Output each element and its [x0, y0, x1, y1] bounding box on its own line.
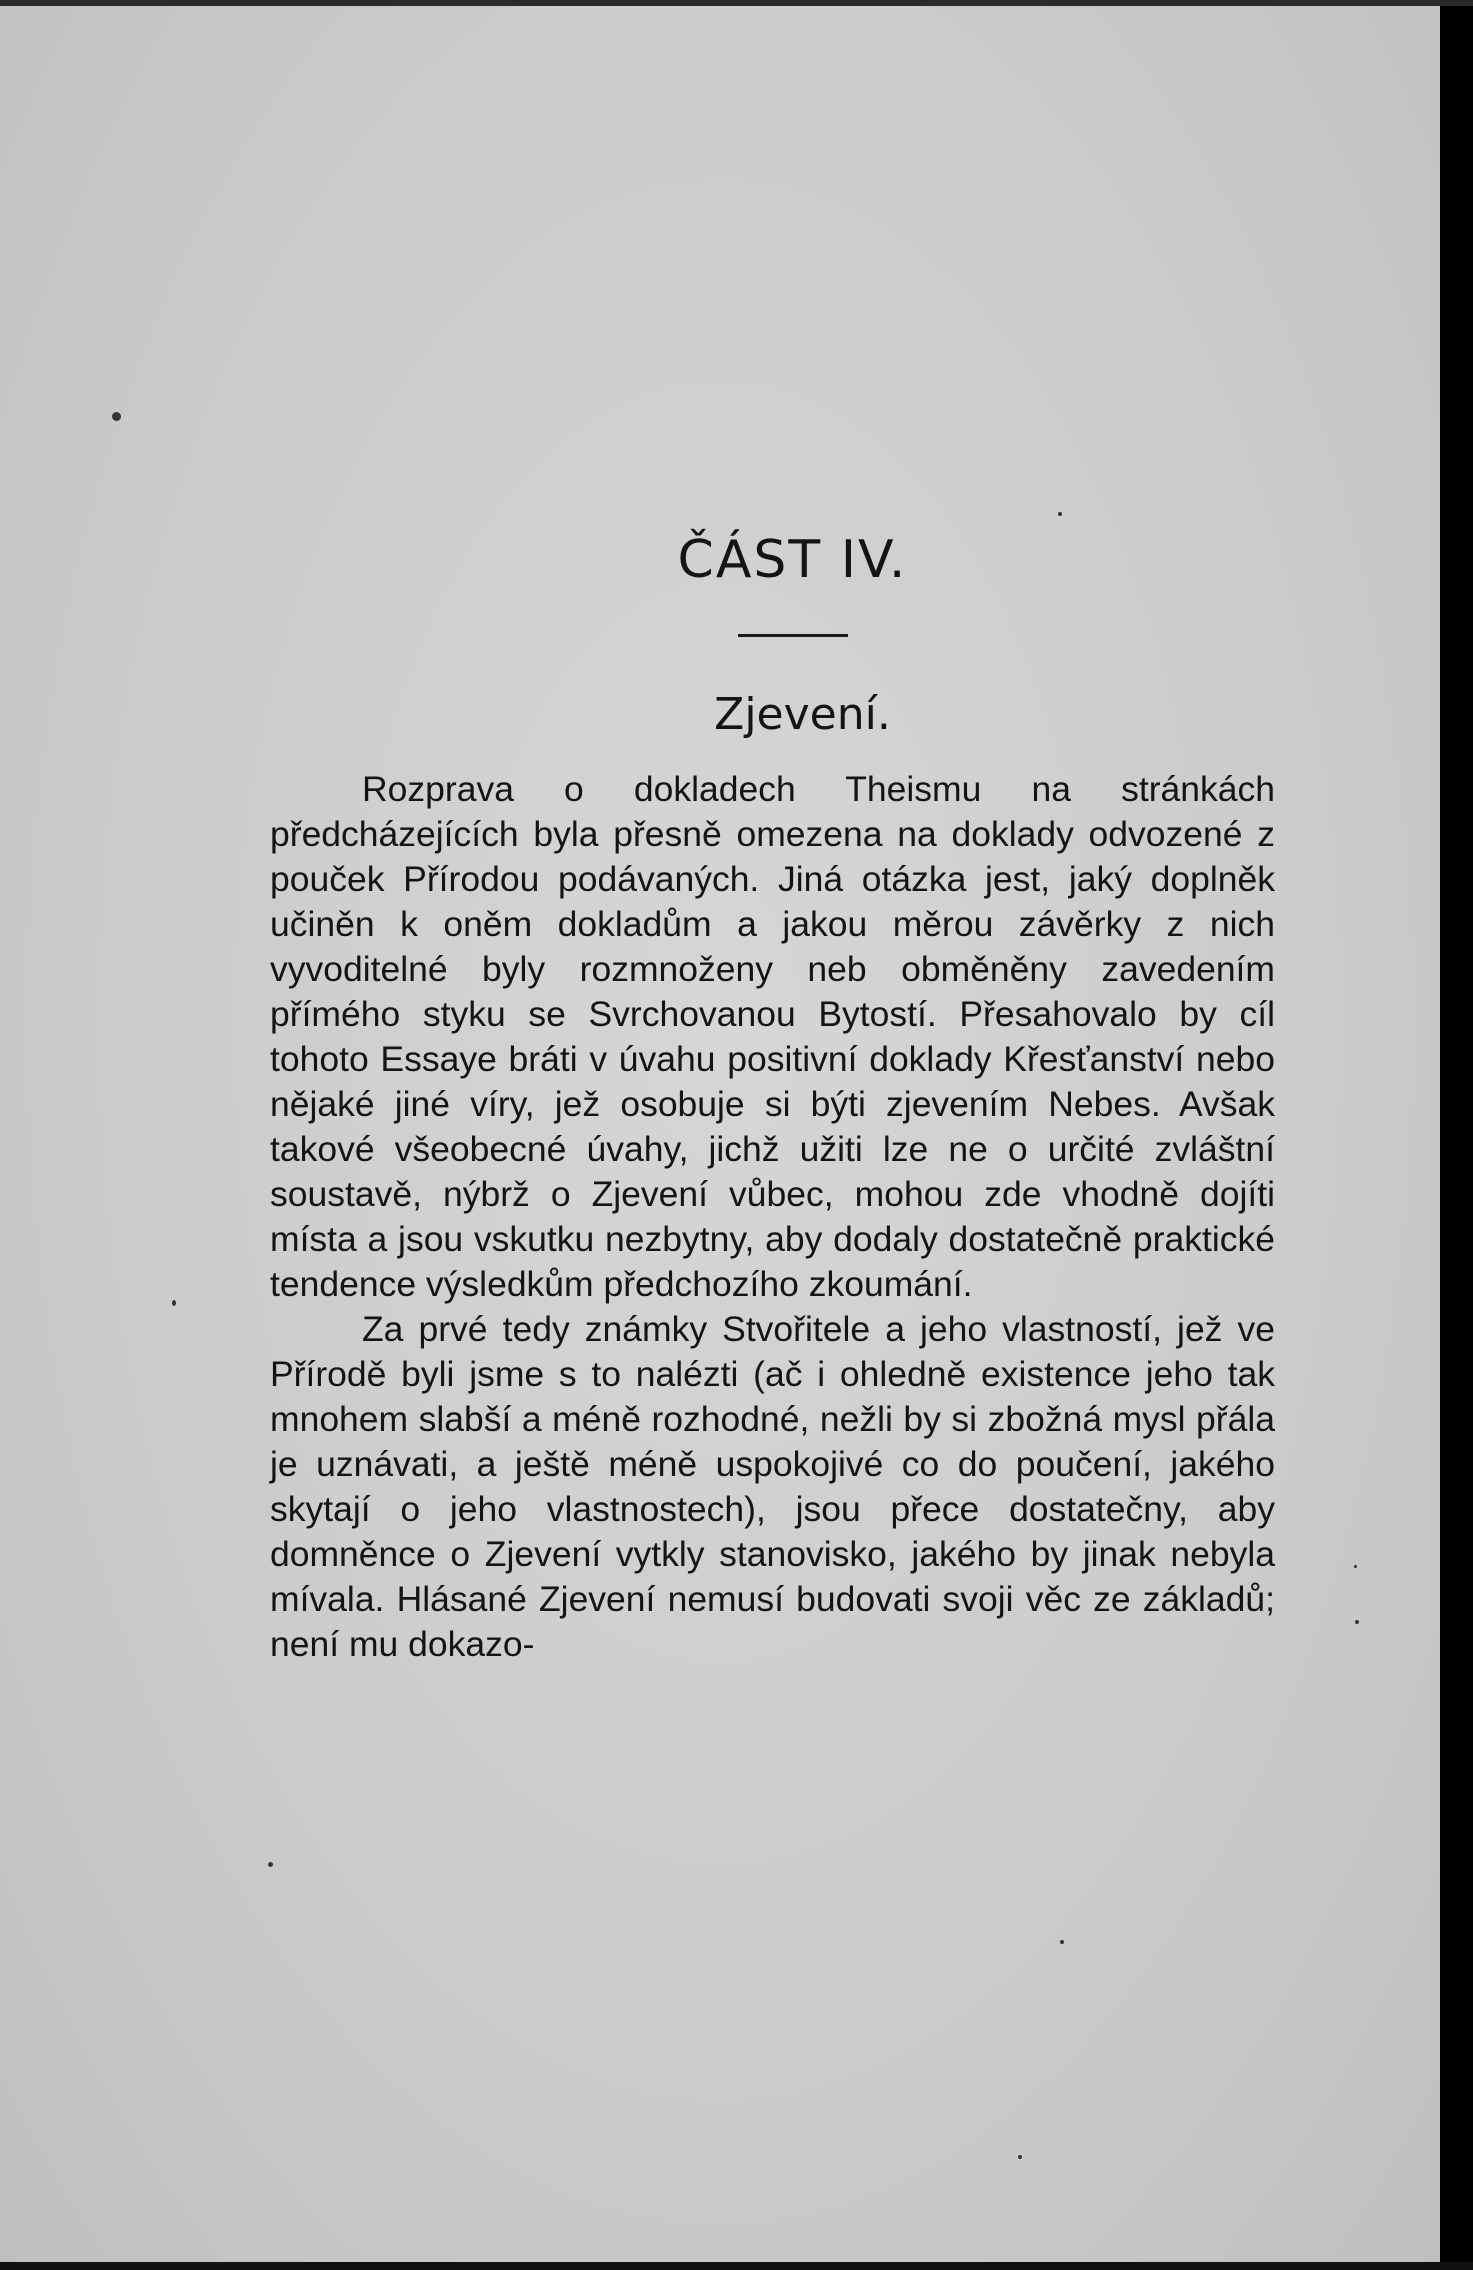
page-edge-top	[0, 0, 1473, 6]
paragraph-1: Rozprava o dokladech Theismu na stránkách předcházejících byla přesně omezena na doklady odvozené z pouček Přírodou podávaných. Jiná otázka jest, jaký doplněk učiněn k oněm dokladům a jakou měrou závěrky z nich vyvoditelné byly rozmnoženy neb obměněny zavedením přímého styku se Svrchovanou Bytostí. Přesahovalo by cíl tohoto Essaye bráti v úvahu positivní doklady Křesťanství nebo nějaké jiné víry, jež osobuje si býti zjevením Nebes. Avšak takové všeobecné úvahy, jichž užiti lze ne o určité zvláštní soustavě, nýbrž o Zjevení vůbec, mohou zde vhodně dojíti místa a jsou vskutku nezbytny, aby dodaly dostatečně praktické tendence výsledkům předchozího zkoumání.	[270, 769, 1275, 1304]
part-title: ČÁST IV.	[677, 530, 908, 590]
page-speck	[1058, 512, 1062, 516]
page-speck	[1060, 1940, 1064, 1944]
page-speck	[112, 412, 121, 421]
page-edge-right	[1440, 0, 1473, 2270]
title-rule	[738, 634, 848, 637]
page-speck	[172, 1300, 176, 1306]
paragraph-2: Za prvé tedy známky Stvořitele a jeho vlastností, jež ve Přírodě byli jsme s to nalézti (ač i ohledně existence jeho tak mnohem slabší a méně rozhodné, nežli by si zbožná mysl přála je uznávati, a ještě méně uspokojivé co do poučení, jakého skytají o jeho vlastnostech), jsou přece dostatečny, aby domněnce o Zjevení vytkly stanovisko, jakého by jinak nebyla mívala. Hlásané Zjevení nemusí budovati svoji věc ze základů; není mu dokazo-	[270, 1309, 1275, 1664]
page-speck	[1355, 1620, 1359, 1624]
page-speck	[1354, 1565, 1357, 1568]
page-edge-bottom	[0, 2262, 1473, 2270]
page-content	[270, 520, 1275, 1667]
page-speck	[1018, 2155, 1022, 2159]
chapter-title: Zjevení.	[714, 689, 891, 740]
page-speck	[268, 1862, 273, 1867]
